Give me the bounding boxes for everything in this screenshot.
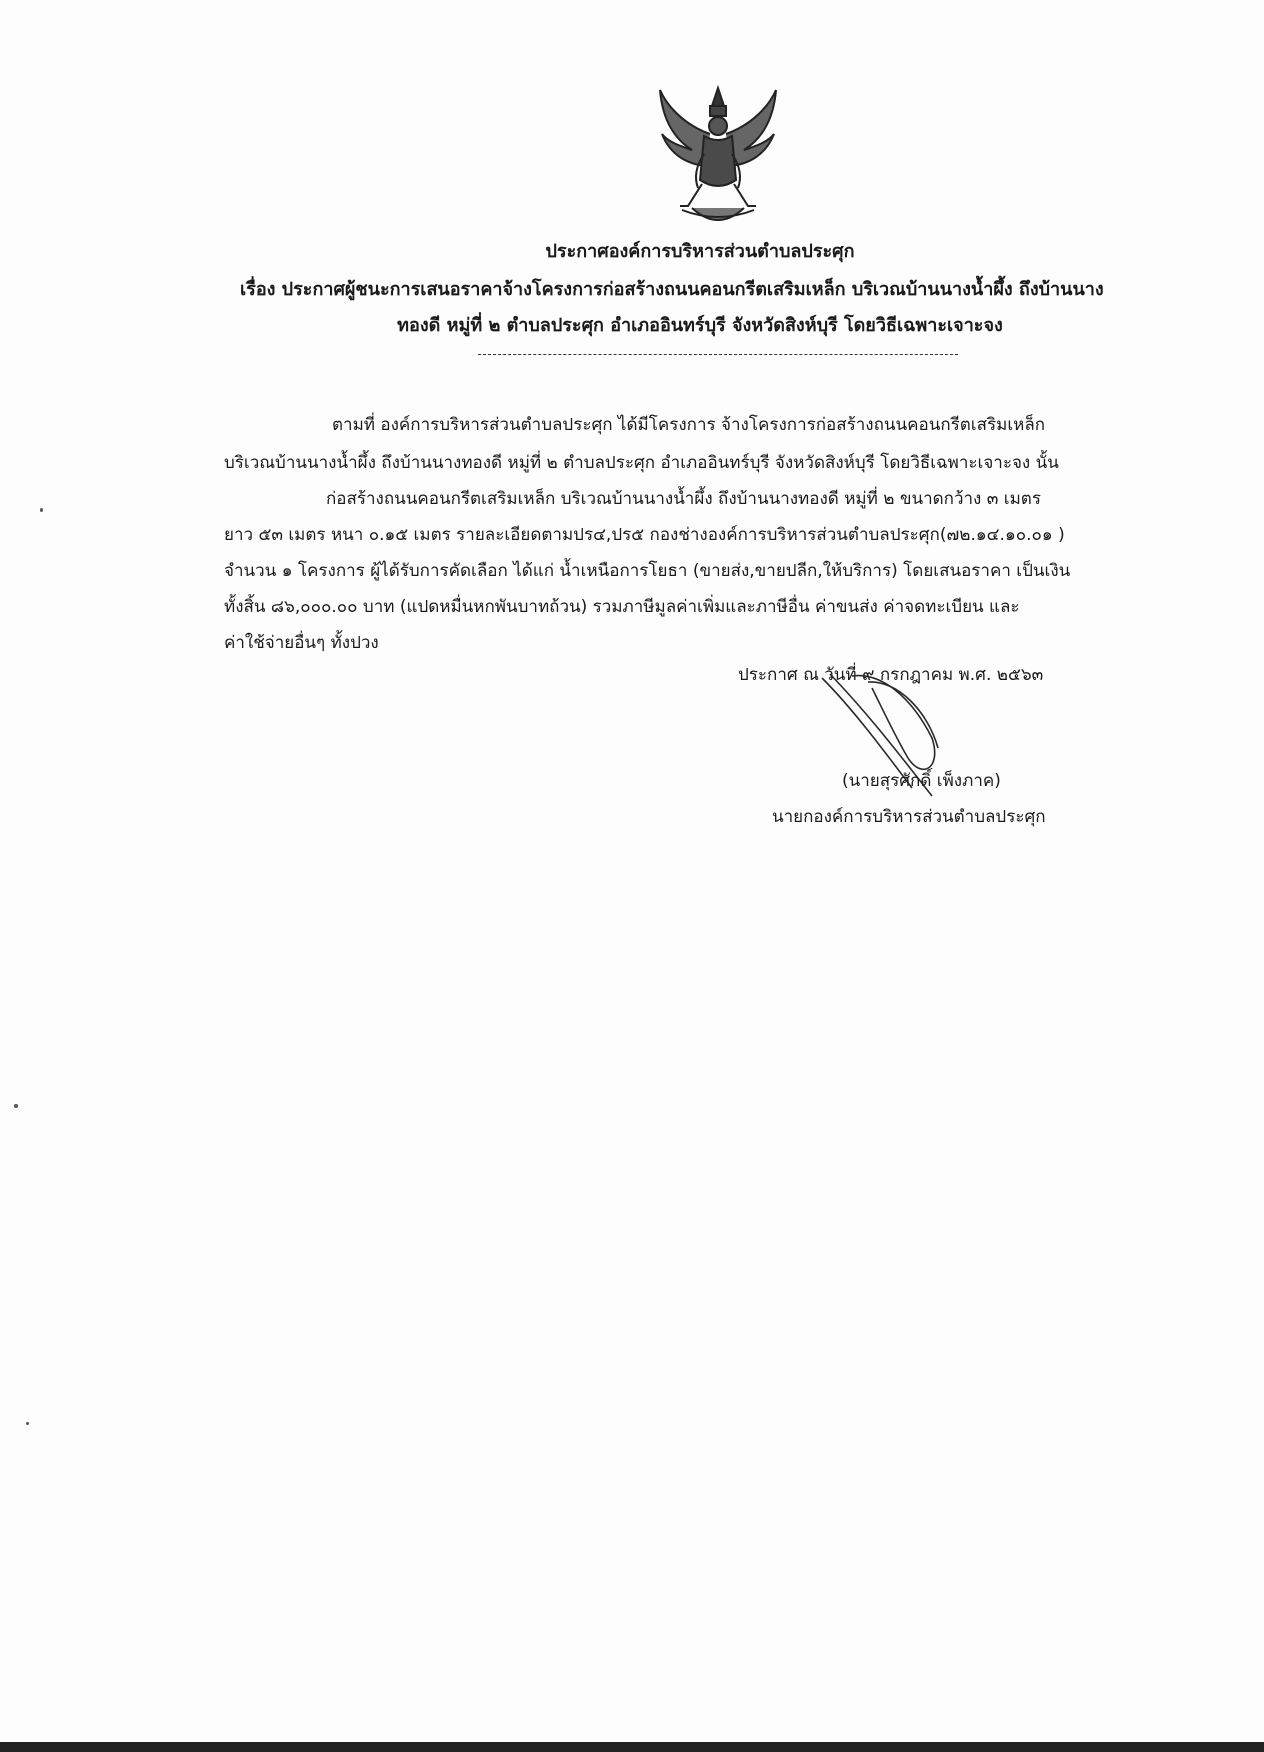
signatory-position: นายกองค์การบริหารส่วนตำบลประศุก: [772, 807, 1046, 827]
scan-speck: [14, 1104, 18, 1108]
body-line-1: ตามที่ องค์การบริหารส่วนตำบลประศุก ได้มีโครงการ จ้างโครงการก่อสร้างถนนคอนกรีตเสริมเหล็ก: [332, 415, 1046, 435]
body-line-5: จำนวน ๑ โครงการ ผู้ได้รับการคัดเลือก ได้แก่ น้ำเหนือการโยธา (ขายส่ง,ขายปลีก,ให้บริการ) โดยเสนอราคา เป็นเงิน: [224, 561, 1071, 581]
subject-line-2: ทองดี หมู่ที่ ๒ ตำบลประศุก อำเภออินทร์บุรี จังหวัดสิงห์บุรี โดยวิธีเฉพาะเจาะจง: [397, 315, 1003, 336]
garuda-emblem-icon: [652, 84, 784, 232]
announcement-date: ประกาศ ณ วันที่ ๙ กรกฎาคม พ.ศ. ๒๕๖๓: [738, 665, 1044, 685]
subject-line-1: เรื่อง ประกาศผู้ชนะการเสนอราคาจ้างโครงการก่อสร้างถนนคอนกรีตเสริมเหล็ก บริเวณบ้านนางน้ำผึ้ง ถึงบ้านนาง: [240, 279, 1104, 300]
header-divider: [478, 354, 958, 355]
body-line-2: บริเวณบ้านนางน้ำผึ้ง ถึงบ้านนางทองดี หมู่ที่ ๒ ตำบลประศุก อำเภออินทร์บุรี จังหวัดสิงห์บุรี โดยวิธีเฉพาะเจาะจง นั้น: [224, 453, 1059, 473]
scan-speck: [40, 508, 43, 512]
body-line-6: ทั้งสิ้น ๘๖,๐๐๐.๐๐ บาท (แปดหมื่นหกพันบาทถ้วน) รวมภาษีมูลค่าเพิ่มและภาษีอื่น ค่าขนส่ง ค่าจดทะเบียน และ: [224, 597, 1020, 617]
scan-speck: [26, 1422, 29, 1425]
signatory-name: (นายสุรศักดิ์ เพ็งภาค): [842, 771, 1001, 791]
body-line-3: ก่อสร้างถนนคอนกรีตเสริมเหล็ก บริเวณบ้านนางน้ำผึ้ง ถึงบ้านนางทองดี หมู่ที่ ๒ ขนาดกว้าง ๓ เมตร: [326, 489, 1041, 509]
body-line-4: ยาว ๕๓ เมตร หนา ๐.๑๕ เมตร รายละเอียดตามปร๔,ปร๕ กองช่างองค์การบริหารส่วนตำบลประศุก(๗๒.๑๔.๑๐.๐๑ ): [224, 525, 1065, 545]
document-title: ประกาศองค์การบริหารส่วนตำบลประศุก: [545, 241, 855, 262]
scan-edge: [0, 1742, 1264, 1752]
body-line-7: ค่าใช้จ่ายอื่นๆ ทั้งปวง: [224, 633, 379, 653]
